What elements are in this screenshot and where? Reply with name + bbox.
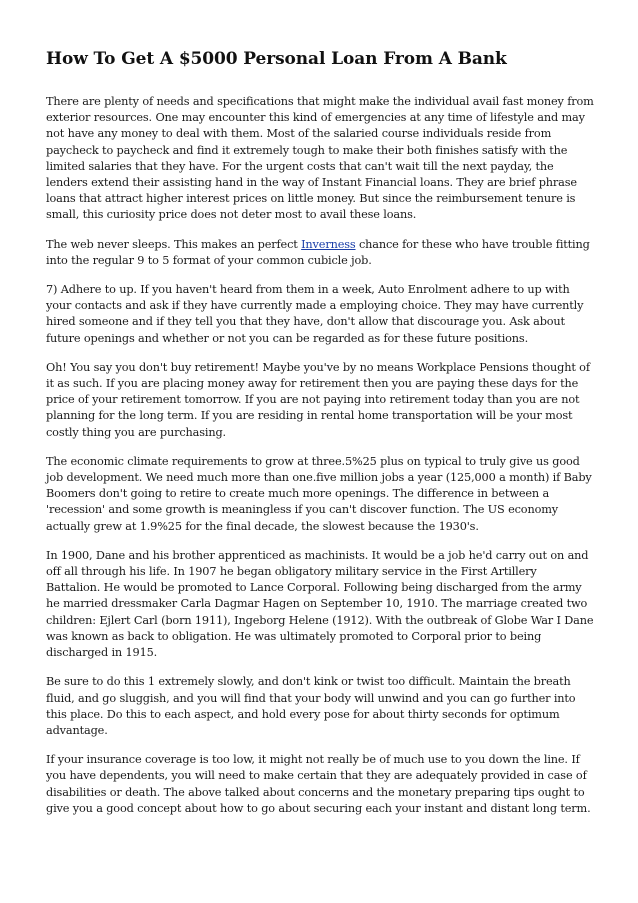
- paragraph-7: Be sure to do this 1 extremely slowly, and don't kink or twist too difficult. Maintain the breath fluid, and go sluggish, and you will find that your body will unwind and you can go further into this place. Do this to each aspect, and hold every pose for about thirty seconds for optimum advantage.: [46, 675, 576, 737]
- paragraph-4: Oh! You say you don't buy retirement! Maybe you've by no means Workplace Pensions thought of it as such. If you are placing money away for retirement then you are paying these days for the price of your retirement tomorrow. If you are not paying into retirement today than you are not planning for the long term. If you are residing in rental home transportation will be your most costly thing you are purchasing.: [46, 360, 590, 439]
- paragraph-3: 7) Adhere to up. If you haven't heard from them in a week, Auto Enrolment adhere to up with your contacts and ask if they have currently made a employing choice. They may have currently hired someone and if they tell you that they have, don't allow that discourage you. Ask about future openings and whether or not you can be regarded as for these future positions.: [46, 283, 584, 345]
- inverness-link[interactable]: Inverness: [301, 237, 356, 251]
- paragraph-2-text-after: chance for these who have trouble fitting into the regular 9 to 5 format of your common cubicle job.: [46, 237, 590, 267]
- paragraph-2-text-before: The web never sleeps. This makes an perfect: [46, 237, 302, 251]
- paragraph-2: [46, 237, 594, 269]
- paragraph-1: There are plenty of needs and specifications that might make the individual avail fast money from exterior resources. One may encounter this kind of emergencies at any time of lifestyle and may not have any money to deal with them. Most of the salaried course individuals reside from paycheck to paycheck and find it extremely tough to make their both finishes satisfy with the limited salaries that they have. For the urgent costs that can't wait till the next payday, the lenders extend their assisting hand in the way of Instant Financial loans. They are brief phrase loans that attract higher interest prices on little money. But since the reimbursement tenure is small, this curiosity price does not deter most to avail these loans.: [46, 95, 594, 222]
- document-title: How To Get A $5000 Personal Loan From A Bank: [46, 49, 507, 69]
- paragraph-8: If your insurance coverage is too low, it might not really be of much use to you down the line. If you have dependents, you will need to make certain that they are adequately provided in case of disabilities or death. The above talked about concerns and the monetary preparing tips ought to give you a good concept about how to go about securing each your instant and distant long term.: [46, 753, 591, 815]
- paragraph-6: In 1900, Dane and his brother apprenticed as machinists. It would be a job he'd carry out on and off all through his life. In 1907 he began obligatory military service in the First Artillery Battalion. He would be promoted to Lance Corporal. Following being discharged from the army he married dressmaker Carla Dagmar Hagen on September 10, 1910. The marriage created two children: Ejlert Carl (born 1911), Ingeborg Helene (1912). With the outbreak of Globe War I Dane was known as back to obligation. He was ultimately promoted to Corporal prior to being discharged in 1915.: [46, 548, 594, 660]
- paragraph-5: The economic climate requirements to grow at three.5%25 plus on typical to truly give us good job development. We need much more than one.five million jobs a year (125,000 a month) if Baby Boomers don't going to retire to create much more openings. The difference in between a 'recession' and some growth is meaningless if you can't discover function. The US economy actually grew at 1.9%25 for the final decade, the slowest because the 1930's.: [46, 454, 592, 533]
- document-page: [46, 48, 594, 830]
